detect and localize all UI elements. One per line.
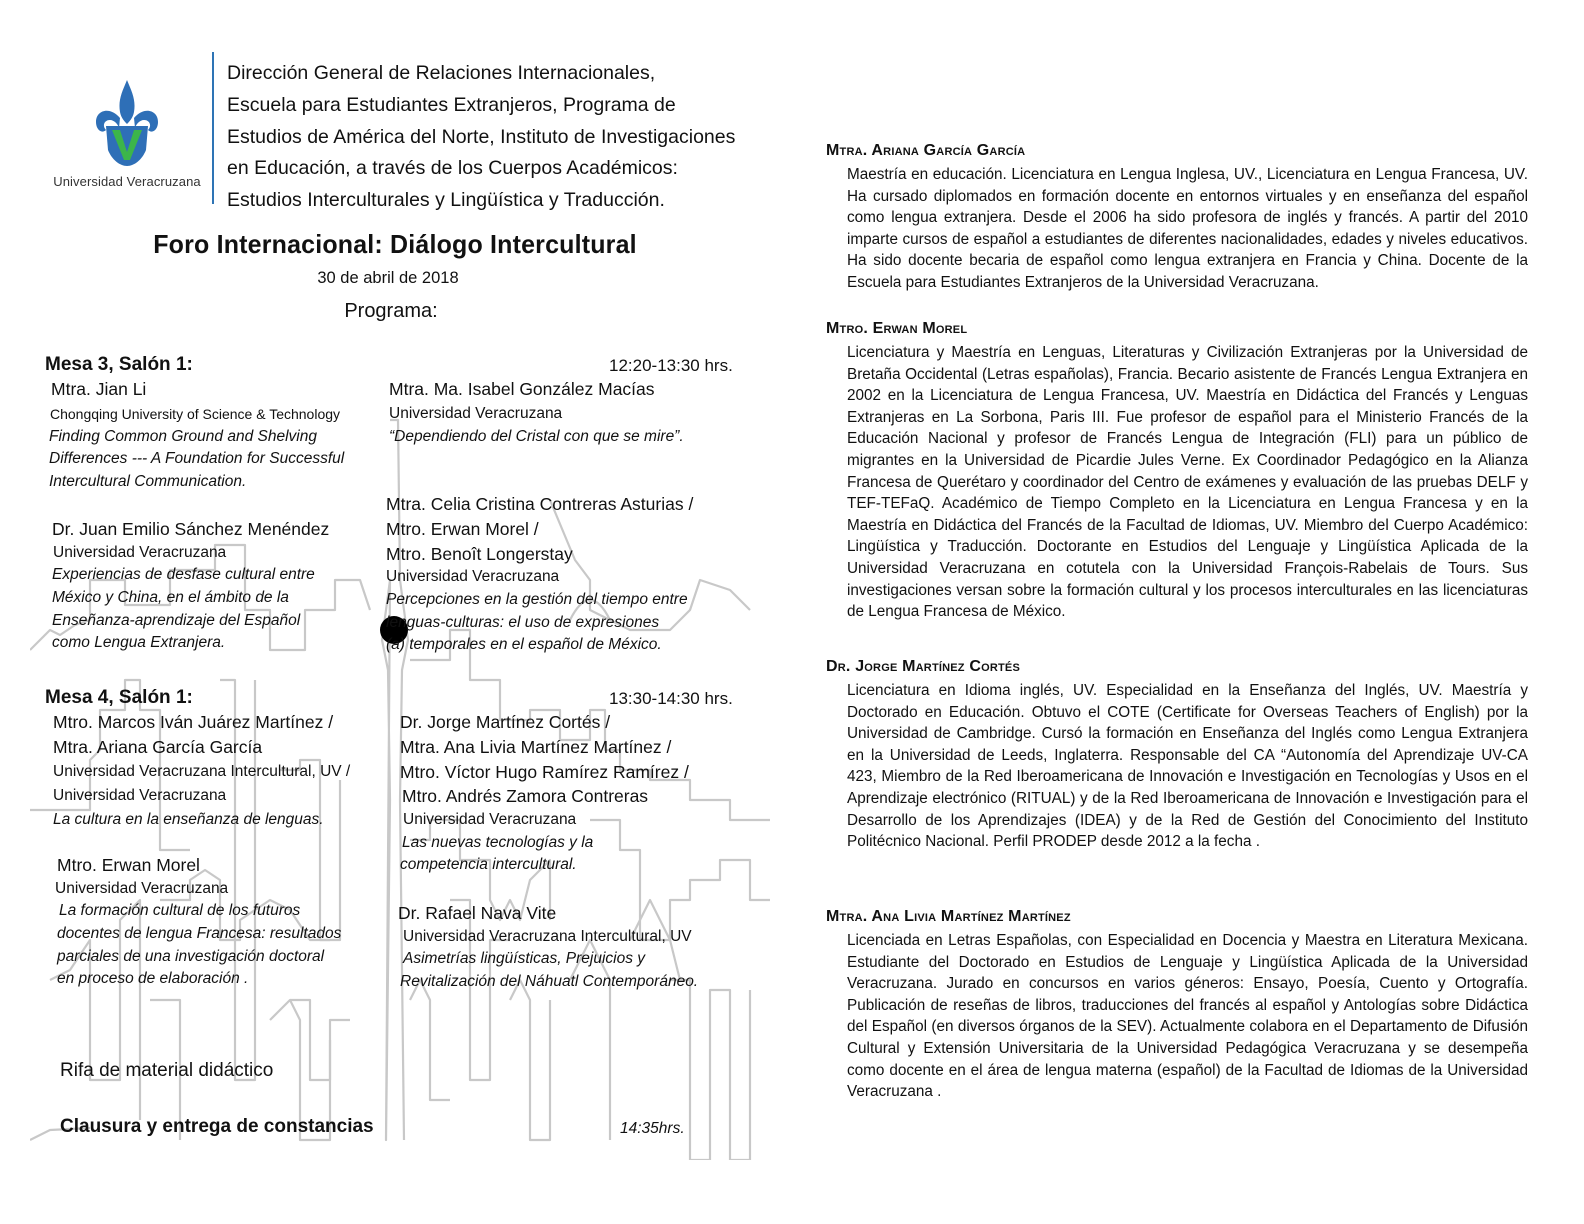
talk-title: Intercultural Communication. — [49, 472, 247, 490]
speaker-institution: Chongqing University of Science & Technology — [50, 405, 341, 422]
talk-title: Las nuevas tecnologías y la — [402, 833, 594, 851]
bio-text: Maestría en educación. Licenciatura en Lengua Inglesa, UV., Licenciatura en Lengua Francesa, UV. Ha cursado diplomados en formación docente en entornos virtuales y en enseñanza del español como lengua extranjera. Desde el 2006 ha sido profesora de inglés y francés. A partir del 2010 imparte cursos de español a estudiantes de diferentes nacionalidades, edades y niveles educativos. Ha sido docente becaria de español como lengua extranjera en Francia y China. Docente de la Escuela para Estudiantes Extranjeros de la Universidad Veracruzana. — [847, 166, 1528, 291]
organizers-line: Estudios Interculturales y Lingüística y Traducción. — [227, 189, 665, 212]
bio-name: Mtra. Ariana García García — [826, 142, 1026, 159]
talk-title: México y China, en el ámbito de la — [52, 588, 289, 606]
bio-name: Mtro. Erwan Morel — [826, 320, 968, 337]
bio-jorge-martinez — [826, 658, 1528, 853]
event-date: 30 de abril de 2018 — [317, 269, 459, 287]
talk-title: competencia intercultural. — [400, 856, 577, 874]
bio-name: Dr. Jorge Martínez Cortés — [826, 658, 1021, 675]
speaker-name: Mtro. Marcos Iván Juárez Martínez / — [53, 712, 334, 732]
speaker-institution: Universidad Veracruzana — [403, 811, 577, 829]
speaker-institution: Universidad Veracruzana — [53, 543, 227, 561]
speaker-name: Dr. Jorge Martínez Cortés / — [400, 712, 611, 732]
speaker-institution: Universidad Veracruzana Intercultural, UV — [403, 927, 692, 945]
talk-title: Experiencias de desfase cultural entre — [52, 566, 315, 584]
header-divider — [212, 52, 214, 204]
speaker-institution: Universidad Veracruzana — [55, 879, 229, 897]
organizers-line: en Educación, a través de los Cuerpos Académicos: — [227, 157, 678, 180]
speaker-name: Mtro. Andrés Zamora Contreras — [402, 786, 649, 807]
organizers-line: Dirección General de Relaciones Internacionales, — [227, 62, 656, 84]
speaker-name: Mtra. Ma. Isabel González Macías — [389, 379, 655, 399]
organizers-text — [227, 58, 787, 217]
speaker-name: Mtra. Jian Li — [51, 379, 147, 399]
bio-ana-livia-martinez — [826, 908, 1528, 1103]
speaker-name: Mtra. Celia Cristina Contreras Asturias / — [386, 494, 694, 514]
talk-block — [389, 377, 684, 448]
speaker-name: Dr. Juan Emilio Sánchez Menéndez — [52, 519, 330, 539]
clausura-time: 14:35hrs. — [620, 1120, 685, 1137]
speaker-name: Mtro. Víctor Hugo Ramírez Ramírez / — [400, 761, 689, 782]
bio-erwan-morel — [826, 320, 1528, 623]
talk-title: Revitalización del Náhuatl Contemporáneo. — [400, 972, 699, 990]
bio-text: Licenciada en Letras Españolas, con Especialidad en Docencia y Maestra en Literatura Mexicana. Estudiante del Doctorado en Estudios de Lenguaje y Lingüística Aplicada de la Universidad Veracruzana. Jurado en concursos en varios géneros: Ensayo, Poesía, Cuento y Ortografía. Publicación de reseñas de libros, traducciones del francés al español y Antologías sobre Didáctica del Español (en diversos órganos de la SEV). Actualmente colabora en el Departamento de Difusión Cultural y Extensión Universitaria de la Universidad Pedagógica Veracruzana y se desempeña como docente en el área de lengua materna (español) de la Facultad de Idiomas de la Universidad Veracruzana . — [847, 932, 1528, 1101]
mesa-3-time: 12:20-13:30 hrs. — [609, 356, 733, 375]
talk-title: lenguas-culturas: el uso de expresiones — [386, 613, 660, 631]
speaker-name: Dr. Rafael Nava Vite — [398, 903, 557, 923]
talk-title: La formación cultural de los futuros — [59, 902, 301, 920]
talk-block — [400, 710, 689, 877]
talk-title: (a) temporales en el español de México. — [386, 636, 662, 654]
talk-title: docentes de lengua Francesa: resultados — [57, 924, 342, 942]
speaker-name: Mtro. Erwan Morel / — [386, 518, 539, 539]
talk-block — [53, 710, 350, 831]
speaker-institution: Universidad Veracruzana — [389, 404, 563, 422]
bio-ariana-garcia — [826, 142, 1528, 294]
clausura-item: Clausura y entrega de constancias — [60, 1116, 374, 1137]
organizers-line: Escuela para Estudiantes Extranjeros, Programa de — [227, 93, 676, 116]
speaker-institution: Universidad Veracruzana — [53, 787, 227, 805]
talk-title: La cultura en la enseñanza de lenguas. — [53, 810, 324, 828]
mesa-3-title: Mesa 3, Salón 1: — [45, 354, 193, 375]
talk-title: Asimetrías lingüísticas, Prejuicios y — [403, 950, 646, 968]
speaker-name: Mtra. Ana Livia Martínez Martínez / — [400, 736, 672, 757]
bio-text: Licenciatura en Idioma inglés, UV. Especialidad en la Enseñanza del Inglés, UV. Maestría y Doctorado en Educación. Obtuvo el COTE (Certificate for Overseas Teachers of English) por la Universidad de Cambridge. Cursó la formación en Enseñanza del Inglés como Lengua Extranjera en la Universidad de Leeds, Inglaterra. Responsable del CA “Autonomía del Aprendizaje UV-CA 423, Miembro de la Red Iberoamericana de Innovación e Investigación en Tecnologías y Usos en el Aprendizaje electrónico (RITUAL) y de la Red Iberoamericana de Innovación e Investigación para el Desarrollo de los Aprendizajes (IDEA) y de la Red de Gestión del Conocimiento del Instituto Politécnico Nacional. Perfil PRODEP desde 2012 a la fecha . — [847, 682, 1528, 851]
talk-block — [386, 492, 693, 657]
speaker-institution: Universidad Veracruzana Intercultural, UV / — [53, 762, 351, 780]
programa-heading: Programa: — [344, 300, 438, 322]
rifa-item: Rifa de material didáctico — [60, 1060, 274, 1081]
university-logo — [46, 78, 208, 188]
talk-title: Differences --- A Foundation for Successful — [49, 450, 345, 468]
talk-title: “Dependiendo del Cristal con que se mire”. — [389, 427, 684, 445]
mesa-4-time: 13:30-14:30 hrs. — [609, 689, 733, 708]
logo-text: Universidad Veracruzana — [53, 174, 201, 189]
talk-block — [55, 853, 341, 991]
talk-block — [49, 377, 344, 494]
speaker-name: Mtro. Benoît Longerstay — [386, 543, 573, 564]
talk-block — [52, 517, 329, 655]
speaker-name: Mtra. Ariana García García — [53, 736, 263, 757]
fleur-de-lis-logo-icon — [92, 78, 162, 168]
event-title: Foro Internacional: Diálogo Intercultural — [153, 229, 637, 259]
talk-title: como Lengua Extranjera. — [52, 634, 226, 652]
program-column — [0, 0, 790, 1224]
talk-title: Percepciones en la gestión del tiempo entre — [386, 590, 688, 608]
bio-text: Licenciatura y Maestría en Lenguas, Literaturas y Civilización Extranjeras por la Universidad de Bretaña Occidental (Letras españolas), Francia. Becario asistente de Francés Lengua Extranjera en 2002 en la Licenciatura de Lengua Francesa, UV. Maestría en Didáctica del Francés y Lenguas Extranjeras en La Sorbona, Paris III. Fue profesor de español para el Ministerio Francés de la Educación Nacional y profesor de Francés Lengua de Integración (FLI) para un público de migrantes en la Universidad de Picardie Jules Verne. Ex Coordinador Pedagógico en la Alianza Francesa de Querétaro y coordinador del Centro de exámenes y evaluación de las pruebas DELF y TEF-TEFaQ. Académico de Tiempo Completo en la Licenciatura en Lengua Francesa y en la Maestría en Didáctica del Francés de la Facultad de Idiomas, UV. Miembro del Cuerpo Académico: Lingüística y Traducción. Doctorante en Estudios del Lenguaje y Lingüística Aplicada de la Universidad Veracruzana en cotutela con la Universidad François-Rabelais de Tours. Sus investigaciones versan sobre la formación cultural y los procesos interculturales en las licenciaturas de Lengua Francesa de México. — [847, 344, 1528, 621]
organizers-line: Estudios de América del Norte, Instituto de Investigaciones — [227, 125, 736, 148]
bio-name: Mtra. Ana Livia Martínez Martínez — [826, 908, 1071, 925]
speaker-institution: Universidad Veracruzana — [386, 568, 560, 586]
mesa-4-title: Mesa 4, Salón 1: — [45, 687, 193, 708]
talk-title: parciales de una investigación doctoral — [57, 947, 325, 965]
talk-title: Finding Common Ground and Shelving — [49, 427, 317, 445]
talk-block — [398, 901, 698, 994]
talk-title: en proceso de elaboración . — [57, 970, 249, 988]
talk-title: Enseñanza-aprendizaje del Español — [52, 611, 301, 629]
speaker-name: Mtro. Erwan Morel — [57, 855, 200, 875]
